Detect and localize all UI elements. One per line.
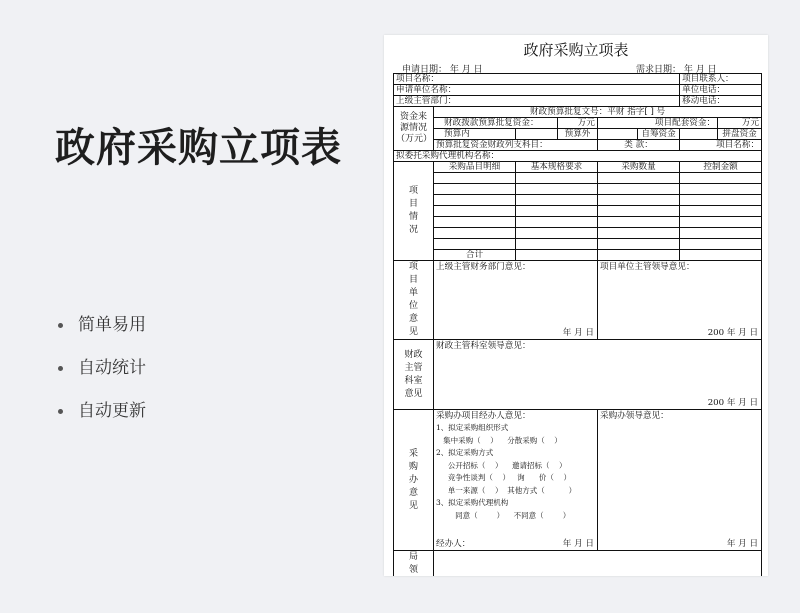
table-row [394,217,762,228]
feature-list [58,314,146,443]
bullet-icon [58,409,63,414]
fin-alloc: 财政拨款预算批复资金： [434,118,558,129]
table-row [394,239,762,250]
slide-title: 政府采购立项表 [55,125,342,171]
combined-funds: 拼盘资金 [718,129,762,140]
mobile-phone: 移动电话： [680,96,762,107]
finance-leader-opinion: 财政主管科室领导意见： 200 年 月 日 [434,340,762,410]
bureau-opinion-label: 局领 [394,551,434,577]
feature-item: 自动更新 [58,400,146,443]
items-header: 控制金额 [680,162,762,173]
table-row [394,173,762,184]
superior-dept: 上级主管部门： [394,96,680,107]
kuan: 类 款： [598,140,680,151]
form-preview [384,35,768,576]
unit-opinion-label: 项目单位意见 [394,261,434,340]
budget-in: 预算内 [434,129,516,140]
procure-handler-opinion: 采购办项目经办人意见： 1、拟定采购组织形式 集中采购（ ） 分散采购（ ） 2、拟定采购方式 公开招标（ ） 邀请招标（ ） 竞争性谈判（ ） 询 价（ ） 单一来源（ ） 其他方式（ ） 3、拟定采购代理机构 同意（ ） 不同意（ ） 经办人： 年 月 日 [434,410,598,551]
apply-unit: 申请单位名称： [394,85,680,96]
items-label: 项目情况 [394,162,434,261]
bullet-icon [58,323,63,328]
procure-leader-opinion: 采购办领导意见： 年 月 日 [598,410,762,551]
apply-date: 申请日期： 年 月 日 [402,65,483,75]
items-total: 合计 [434,250,516,261]
item-name: 项目名称： [680,140,762,151]
table-row [394,228,762,239]
items-header: 采购品目明细 [434,162,516,173]
items-header: 采购数量 [598,162,680,173]
budget-subject: 预算批复资金财政列支科目： [434,140,598,151]
funds-label: 资金来源情况（万元） [394,107,434,151]
agency: 拟委托采购代理机构名称： [394,151,762,162]
fin-doc: 财政预算批复文号：平财 指字[ ] 号 [434,107,762,118]
superior-finance-opinion: 上级主管财务部门意见： 年 月 日 [434,261,598,340]
procurement-form-table [393,73,762,576]
self-raise: 自筹资金 [638,129,680,140]
items-header: 基本规格要求 [516,162,598,173]
demand-date: 需求日期： 年 月 日 [636,65,717,75]
table-row [394,206,762,217]
unit-phone: 单位电话： [680,85,762,96]
unit-leader-opinion: 项目单位主管领导意见： 200 年 月 日 [598,261,762,340]
proj-match: 项目配套资金： [598,118,718,129]
finance-opinion-label: 财政主管科室意见 [394,340,434,410]
unit-wan: 万元 [718,118,762,129]
procure-opinion-label: 采购办意见 [394,410,434,551]
project-name: 项目名称： [394,74,680,85]
feature-item: 简单易用 [58,314,146,357]
table-row [394,184,762,195]
feature-item: 自动统计 [58,357,146,400]
form-title: 政府采购立项表 [523,41,629,59]
bullet-icon [58,366,63,371]
table-row [394,195,762,206]
budget-out: 预算外 [558,129,598,140]
unit-wan: 万元 [558,118,598,129]
project-contact: 项目联系人： [680,74,762,85]
